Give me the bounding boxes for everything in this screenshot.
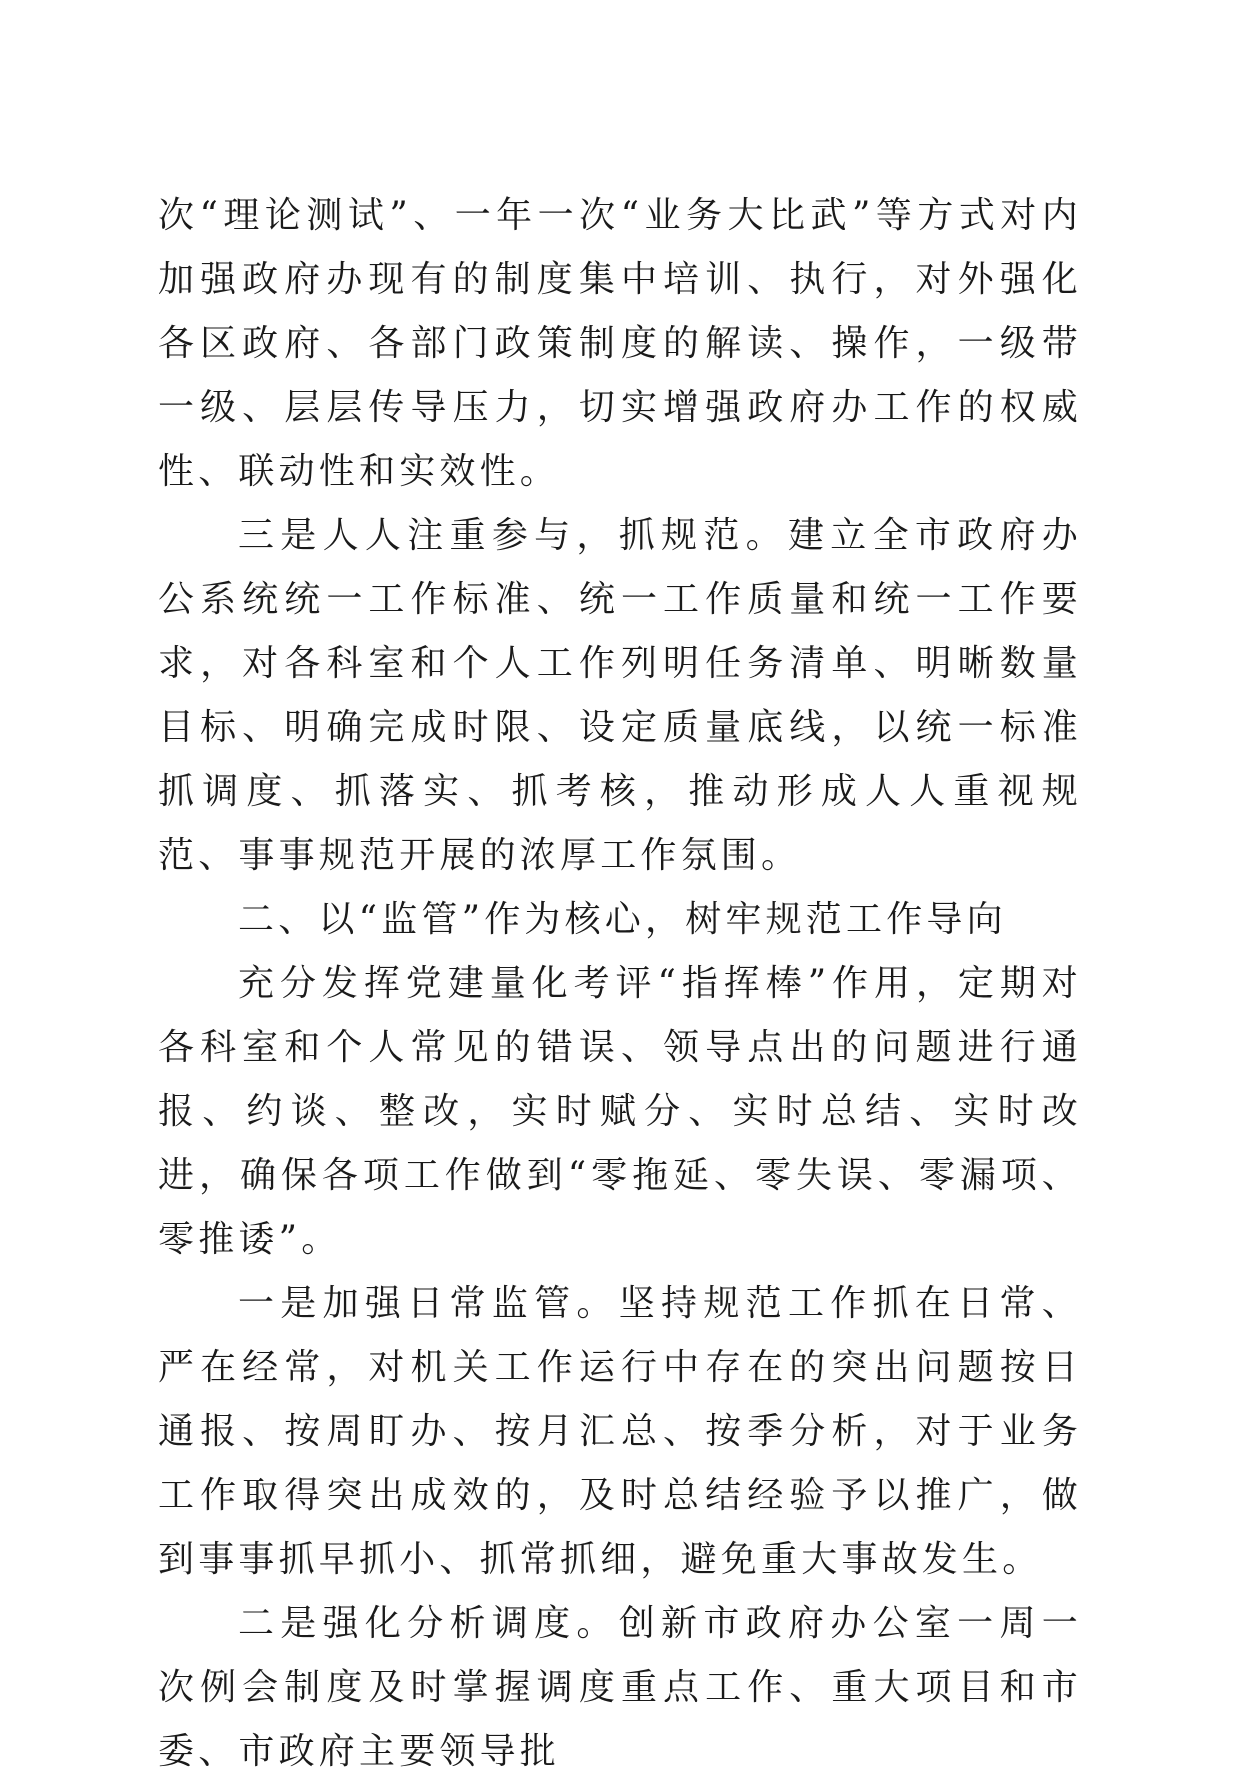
paragraph-4: 一是加强日常监管。坚持规范工作抓在日常、严在经常，对机关工作运行中存在的突出问题按日通报、按周盯办、按月汇总、按季分析，对于业务工作取得突出成效的，及时总结经验予以推广，做到事事抓早抓小、抓常抓细，避免重大事故发生。 [158, 1283, 1082, 1580]
section-heading: 二、以“监管”作为核心，树牢规范工作导向 [238, 899, 1007, 940]
document-body [158, 184, 1082, 1784]
paragraph-3: 充分发挥党建量化考评“指挥棒”作用，定期对各科室和个人常见的错误、领导点出的问题进行通报、约谈、整改，实时赋分、实时总结、实时改进，确保各项工作做到“零拖延、零失误、零漏项、零推诿”。 [158, 963, 1082, 1260]
paragraph-1: 次“理论测试”、一年一次“业务大比武”等方式对内加强政府办现有的制度集中培训、执行，对外强化各区政府、各部门政策制度的解读、操作，一级带一级、层层传导压力，切实增强政府办工作的权威性、联动性和实效性。 [158, 195, 1082, 492]
paragraph-2: 三是人人注重参与，抓规范。建立全市政府办公系统统一工作标准、统一工作质量和统一工作要求，对各科室和个人工作列明任务清单、明晰数量目标、明确完成时限、设定质量底线，以统一标准抓调度、抓落实、抓考核，推动形成人人重视规范、事事规范开展的浓厚工作氛围。 [158, 515, 1082, 876]
paragraph-5: 二是强化分析调度。创新市政府办公室一周一次例会制度及时掌握调度重点工作、重大项目和市委、市政府主要领导批 [158, 1603, 1082, 1772]
